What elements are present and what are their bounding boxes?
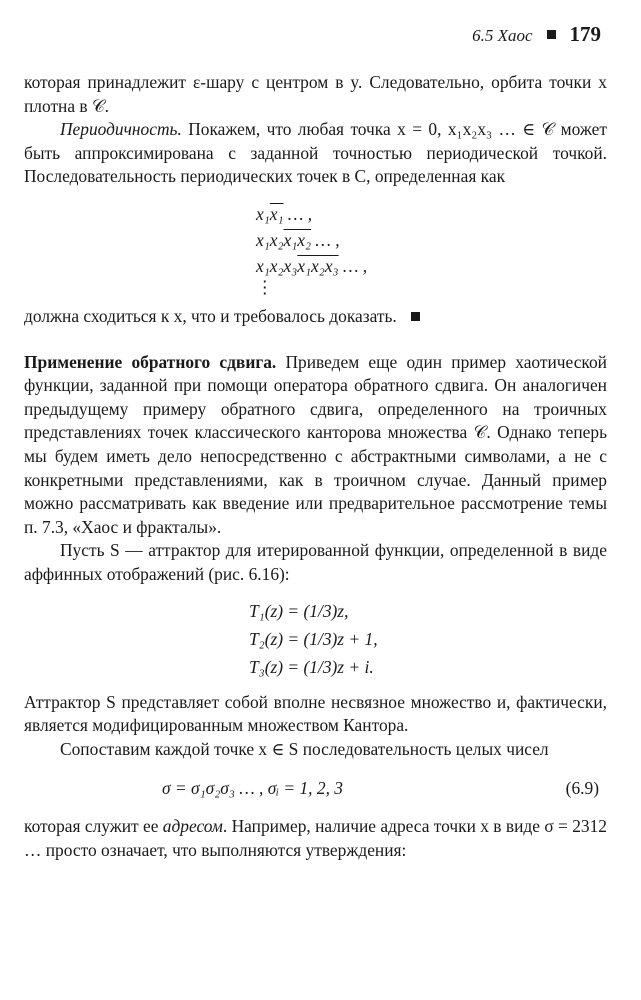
backward-shift-heading: Применение обратного сдвига. [24, 351, 277, 372]
paragraph-attractor-def: Пусть S — аттрактор для итерированной функции, определенной в виде аффинных отображений (рис. 6.16): [24, 540, 607, 584]
sequence-line-1: x₁x₁ … , [256, 203, 313, 224]
backward-shift-text: Приведем еще один пример хаотической функции, заданной при помощи оператора обратного сдвига. Он аналогичен предыдущему примеру обратного сдвига, определенного на троичных представлениях точек классического канторова множества 𝒞. Однако теперь мы будем иметь дело непосредственно с абстрактными символами, а не с конкретными представлениями, как в троичном случае. Данный пример можно рассматривать как введение или предварительное рассмотрение темы п. 7.3, «Хаос и фракталы». [24, 351, 607, 537]
paragraph-address: которая служит ее адресом. Например, наличие адреса точки x в виде σ = 2312 … просто означает, что выполняются утверждения: [24, 816, 607, 860]
qed-square-icon [411, 312, 420, 321]
paragraph-periodicity [24, 118, 607, 189]
paragraph-orbit-dense: которая принадлежит ε-шару с центром в y. Следовательно, орбита точки x плотна в 𝒞. [24, 72, 607, 116]
vertical-dots: ⋮ [256, 276, 274, 297]
sequence-line-2: x₁x₂x₁x₂ … , [256, 229, 340, 250]
periodicity-heading: Периодичность. [60, 119, 182, 140]
sequence-line-3: x₁x₂x₃x₁x₂x₃ … , [256, 255, 368, 276]
paragraph-sequence-assign: Сопоставим каждой точке x ∈ S последовательность целых чисел [60, 738, 549, 759]
address-term: адресом [162, 816, 223, 837]
paragraph-attractor-property: Аттрактор S представляет собой вполне несвязное множество и, фактически, является модифицированным множеством Кантора. [24, 691, 607, 736]
equation-t3: T₃(z) = (1/3)z + i. [249, 656, 374, 677]
section-title: 6.5 Хаос [472, 26, 533, 45]
affine-maps [249, 597, 607, 681]
page-body [24, 71, 607, 862]
header-square-icon [547, 30, 556, 39]
page-number: 179 [569, 22, 601, 46]
equation-number: (6.9) [565, 778, 599, 799]
equation-t2: T₂(z) = (1/3)z + 1, [249, 628, 378, 649]
equation-t1: T₁(z) = (1/3)z, [249, 600, 349, 621]
paragraph-conclusion: должна сходиться к x, что и требовалось доказать. [24, 305, 607, 329]
equation-6-9 [24, 769, 607, 807]
periodicity-text: Покажем, что любая точка x = 0, x₁x₂x₃ … ∈ 𝒞 может быть аппроксимирована с заданной точностью периодической точкой. Последовательность периодических точек в C, определенная как [24, 119, 607, 187]
periodic-sequence [256, 201, 607, 297]
running-header [472, 22, 601, 47]
paragraph-backward-shift [24, 351, 607, 540]
equation-6-9-body: σ = σ₁σ₂σ₃ … , σᵢ = 1, 2, 3 [162, 778, 343, 799]
